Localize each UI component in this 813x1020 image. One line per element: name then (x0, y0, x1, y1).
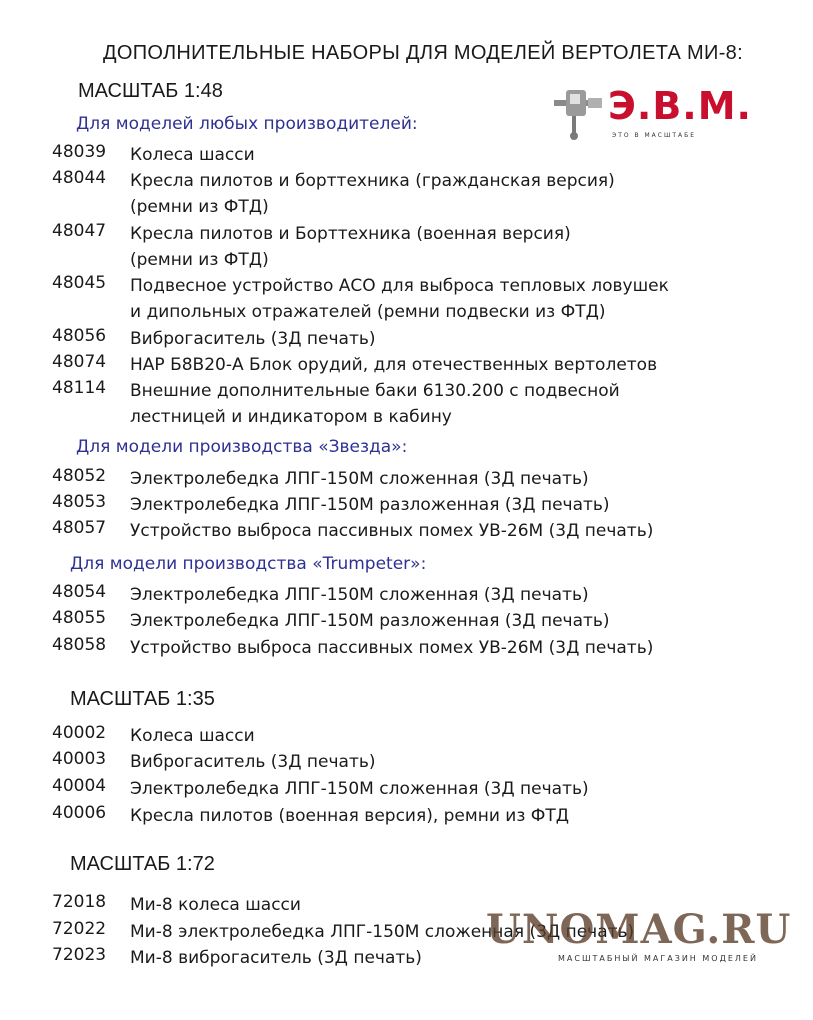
group-heading: Для моделей любых производителей: (76, 114, 418, 134)
item-code: 48058 (52, 635, 107, 655)
item-description (130, 168, 615, 220)
item-code: 48074 (52, 352, 107, 372)
item-code: 48045 (52, 273, 107, 293)
item-description (130, 749, 376, 775)
item-description (130, 492, 610, 518)
item-description-line: Виброгаситель (3Д печать) (130, 329, 376, 349)
item-description (130, 352, 657, 378)
item-description-continued: лестницей и индикатором в кабину (130, 407, 452, 427)
logo-tagline: ЭТО В МАСШТАБЕ (612, 132, 697, 139)
item-description (130, 378, 620, 430)
item-description-line: Устройство выброса пассивных помех УВ-26М (3Д печать) (130, 521, 654, 541)
item-description-line: Электролебедка ЛПГ-150М сложенная (3Д печать) (130, 469, 589, 489)
item-description (130, 326, 376, 352)
item-description-line: Ми-8 виброгаситель (3Д печать) (130, 948, 422, 968)
item-description-line: Электролебедка ЛПГ-150М разложенная (3Д печать) (130, 611, 610, 631)
item-description (130, 723, 255, 749)
item-description (130, 142, 255, 168)
item-code: 48039 (52, 142, 107, 162)
item-code: 72018 (52, 892, 107, 912)
scale-heading: МАСШТАБ 1:48 (78, 80, 223, 102)
item-code: 72022 (52, 919, 107, 939)
item-description-continued: (ремни из ФТД) (130, 250, 269, 270)
item-description-line: Электролебедка ЛПГ-150М сложенная (3Д печать) (130, 779, 589, 799)
item-code: 48056 (52, 326, 107, 346)
item-description (130, 466, 589, 492)
group-heading: Для модели производства «Trumpeter»: (70, 554, 427, 574)
item-description (130, 892, 301, 918)
scale-heading: МАСШТАБ 1:72 (70, 853, 215, 875)
item-code: 48052 (52, 466, 107, 486)
item-description-continued: и дипольных отражателей (ремни подвески из ФТД) (130, 302, 606, 322)
item-code: 48047 (52, 221, 107, 241)
item-description-line: Ми-8 колеса шасси (130, 895, 301, 915)
item-description-line: Электролебедка ЛПГ-150М сложенная (3Д печать) (130, 585, 589, 605)
watermark-text: UNOMAG.RU (486, 906, 792, 953)
page-title: ДОПОЛНИТЕЛЬНЫЕ НАБОРЫ ДЛЯ МОДЕЛЕЙ ВЕРТОЛЕТА МИ-8: (103, 42, 743, 64)
item-code: 48057 (52, 518, 107, 538)
item-description (130, 582, 589, 608)
item-description (130, 518, 653, 544)
item-description (130, 803, 569, 829)
item-description-line: Внешние дополнительные баки 6130.200 с подвесной (130, 381, 620, 401)
item-description-line: Кресла пилотов и борттехника (гражданская версия) (130, 171, 615, 191)
item-description (130, 945, 422, 971)
item-code: 48044 (52, 168, 107, 188)
logo-brand-text: Э.В.М. (608, 84, 752, 128)
item-code: 48055 (52, 608, 107, 628)
item-description-line: Устройство выброса пассивных помех УВ-26М (3Д печать) (130, 638, 654, 658)
item-description-line: Колеса шасси (130, 145, 255, 165)
watermark-subtitle: МАСШТАБНЫЙ МАГАЗИН МОДЕЛЕЙ (558, 954, 758, 963)
item-code: 40004 (52, 776, 107, 796)
item-code: 40002 (52, 723, 107, 743)
item-description (130, 273, 669, 325)
item-description (130, 635, 653, 661)
item-description-line: Подвесное устройство АСО для выброса тепловых ловушек (130, 276, 669, 296)
item-description-line: Ми-8 электролебедка ЛПГ-150М сложенная (3Д печать) (130, 922, 635, 942)
item-description-continued: (ремни из ФТД) (130, 197, 269, 217)
item-code: 72023 (52, 945, 107, 965)
item-description-line: Виброгаситель (3Д печать) (130, 752, 376, 772)
item-description-line: Кресла пилотов (военная версия), ремни из ФТД (130, 806, 570, 826)
item-description (130, 919, 634, 945)
item-code: 48053 (52, 492, 107, 512)
group-heading: Для модели производства «Звезда»: (76, 437, 408, 457)
item-description-line: НАР Б8В20-А Блок орудий, для отечественных вертолетов (130, 355, 658, 375)
item-code: 48054 (52, 582, 107, 602)
item-description-line: Электролебедка ЛПГ-150М разложенная (3Д печать) (130, 495, 610, 515)
item-description-line: Колеса шасси (130, 726, 255, 746)
item-code: 40006 (52, 803, 107, 823)
scale-heading: МАСШТАБ 1:35 (70, 688, 215, 710)
item-description (130, 776, 589, 802)
item-description (130, 608, 610, 634)
item-description (130, 221, 571, 273)
item-code: 40003 (52, 749, 107, 769)
evm-logo (552, 84, 752, 146)
item-code: 48114 (52, 378, 107, 398)
item-description-line: Кресла пилотов и Борттехника (военная версия) (130, 224, 571, 244)
